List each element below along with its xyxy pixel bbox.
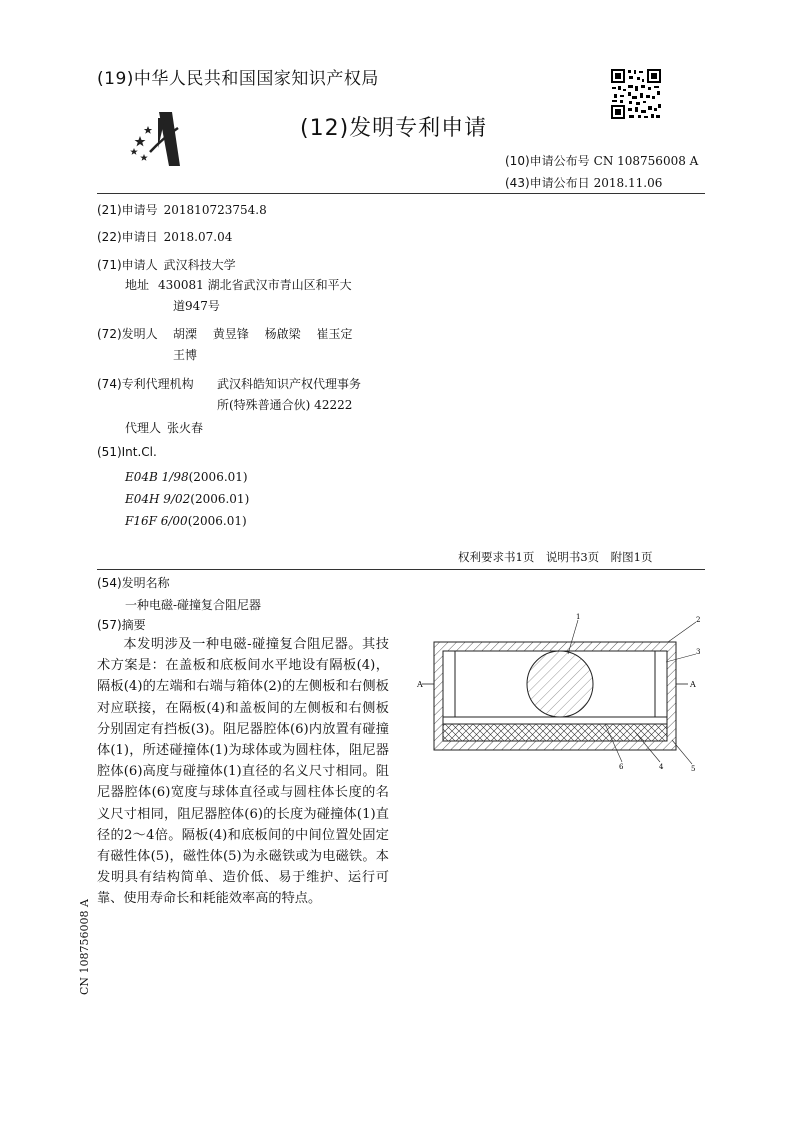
label-5: 5	[691, 765, 696, 772]
label-6: 6	[619, 763, 624, 771]
label-1: 1	[576, 613, 581, 621]
biblio-divider	[97, 569, 705, 570]
filing-date: (22)申请日 2018.07.04	[97, 230, 233, 244]
agency-line-2: 所(特殊普通合伙) 42222	[217, 398, 353, 412]
agency-label: (74)专利代理机构	[97, 377, 194, 391]
publication-date: (43)申请公布日 2018.11.06	[505, 176, 663, 190]
qr-code-icon	[610, 68, 662, 120]
patent-office-logo	[128, 108, 190, 170]
patent-office-name: (19)中华人民共和国国家知识产权局	[97, 69, 379, 89]
label-2: 2	[696, 616, 701, 624]
address-line-1: 430081 湖北省武汉市青山区和平大	[158, 278, 352, 292]
pages-info: 权利要求书1页 说明书3页 附图1页	[458, 550, 653, 564]
section-mark-right: A	[690, 680, 696, 689]
address-label: 地址	[125, 278, 150, 292]
publication-number: (10)申请公布号 CN 108756008 A	[505, 154, 699, 168]
abstract-label: (57)摘要	[97, 618, 146, 632]
side-publication-number: CN 108756008 A	[78, 899, 91, 995]
abstract-body	[97, 634, 389, 910]
int-cl-label: (51)Int.Cl.	[97, 445, 157, 459]
label-4: 4	[659, 763, 664, 771]
inventors-line-2: 王博	[173, 348, 198, 362]
damper-figure	[410, 612, 710, 772]
label-3: 3	[696, 648, 701, 656]
header-divider	[97, 193, 705, 194]
application-number: (21)申请号 201810723754.8	[97, 203, 267, 217]
section-mark-left: A	[417, 680, 423, 689]
inventor-label: (72)发明人	[97, 327, 158, 341]
agent: 代理人 张火春	[125, 421, 204, 435]
applicant: (71)申请人 武汉科技大学	[97, 258, 236, 272]
address-line-2: 道947号	[173, 299, 220, 313]
agency-line-1: 武汉科皓知识产权代理事务	[217, 377, 362, 391]
abstract-text: 本发明涉及一种电磁-碰撞复合阻尼器。其技术方案是：在盖板和底板间水平地设有隔板(4)，隔板(4)的左端和右端与箱体(2)的左侧板和右侧板对应联接，在隔板(4)和盖板间的左侧板和右侧板分别固定有挡板(3)。阻尼器腔体(6)内放置有碰撞体(1)，所述碰撞体(1)为球体或为圆柱体，阻尼器腔体(6)高度与碰撞体(1)直径的名义尺寸相同。阻尼器腔体(6)宽度与球体直径或与圆柱体长度的名义尺寸相同，阻尼器腔体(6)的长度为碰撞体(1)直径的2～4倍。隔板(4)和底板间的中间位置处固定有磁性体(5)，磁性体(5)为永磁铁或为电磁铁。本发明具有结构简单、造价低、易于维护、运行可靠、使用寿命长和耗能效率高的特点。	[97, 637, 389, 907]
ipc-code-2: E04H 9/02(2006.01)	[125, 492, 250, 506]
title-label: (54)发明名称	[97, 576, 170, 590]
ipc-code-3: F16F 6/00(2006.01)	[125, 514, 247, 528]
inventors-line-1: 胡溧 黄昱锋 杨啟梁 崔玉定	[173, 327, 353, 341]
invention-title: 一种电磁-碰撞复合阻尼器	[125, 598, 262, 612]
document-type: (12)发明专利申请	[300, 116, 488, 141]
ipc-code-1: E04B 1/98(2006.01)	[125, 470, 248, 484]
